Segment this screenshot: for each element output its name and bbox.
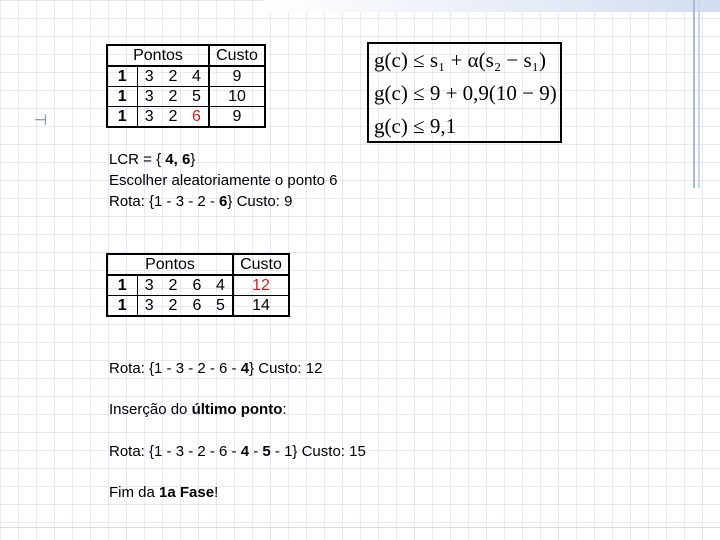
cell: 2 (161, 107, 185, 128)
decorative-rule (0, 527, 720, 528)
cost-cell: 10 (209, 87, 265, 107)
cell: 3 (137, 87, 161, 107)
cell: 1 (107, 296, 137, 317)
cell: 5 (185, 87, 209, 107)
decorative-rule (693, 0, 695, 188)
points-header: Pontos (107, 254, 233, 275)
cell: 3 (137, 275, 161, 296)
cost-header: Custo (233, 254, 289, 275)
formula-line-3: g(c) ≤ 9,1 (374, 114, 457, 138)
points-cost-table-1 (106, 44, 266, 128)
cost-cell: 14 (233, 296, 289, 317)
table-header (107, 254, 289, 275)
cell: 1 (107, 66, 137, 87)
cell: 4 (209, 275, 233, 296)
route-line-1: Rota: {1 - 3 - 2 - 6} Custo: 9 (109, 193, 293, 210)
points-header: Pontos (107, 45, 209, 66)
route-line-2: Rota: {1 - 3 - 2 - 6 - 4} Custo: 12 (109, 360, 323, 377)
cell: 6 (185, 275, 209, 296)
cell: 4 (185, 66, 209, 87)
end-line: Fim da 1a Fase! (109, 484, 219, 501)
cost-cell: 9 (209, 107, 265, 128)
table-row (107, 66, 265, 87)
choose-line: Escolher aleatoriamente o ponto 6 (109, 172, 338, 189)
table-row (107, 87, 265, 107)
highlighted-cost-cell: 12 (233, 275, 289, 296)
cell: 3 (137, 296, 161, 317)
table-row (107, 296, 289, 317)
cell: 6 (185, 296, 209, 317)
formula-line-2: g(c) ≤ 9 + 0,9(10 − 9) (374, 81, 557, 105)
points-cost-table-2 (106, 253, 290, 317)
insertion-line: Inserção do último ponto: (109, 401, 287, 418)
cell: 2 (161, 296, 185, 317)
cell: 2 (161, 275, 185, 296)
formula-line-1: g(c) ≤ s₁ + α(s₂ − s₁) (374, 48, 546, 72)
bullet-icon: ⊣ (34, 112, 48, 129)
cost-header: Custo (209, 45, 265, 66)
formula-box (367, 42, 562, 143)
table-row (107, 107, 265, 128)
highlighted-cell: 6 (185, 107, 209, 128)
cost-cell: 9 (209, 66, 265, 87)
cell: 1 (107, 107, 137, 128)
cell: 1 (107, 87, 137, 107)
cell: 1 (107, 275, 137, 296)
lcr-line: LCR = { 4, 6} (109, 151, 196, 168)
route-line-3: Rota: {1 - 3 - 2 - 6 - 4 - 5 - 1} Custo: 15 (109, 443, 366, 460)
cell: 5 (209, 296, 233, 317)
header-gradient-bar (265, 0, 720, 12)
cell: 2 (161, 87, 185, 107)
table-header (107, 45, 265, 66)
decorative-rule (698, 0, 700, 188)
cell: 2 (161, 66, 185, 87)
table-row (107, 275, 289, 296)
cell: 3 (137, 66, 161, 87)
cell: 3 (137, 107, 161, 128)
